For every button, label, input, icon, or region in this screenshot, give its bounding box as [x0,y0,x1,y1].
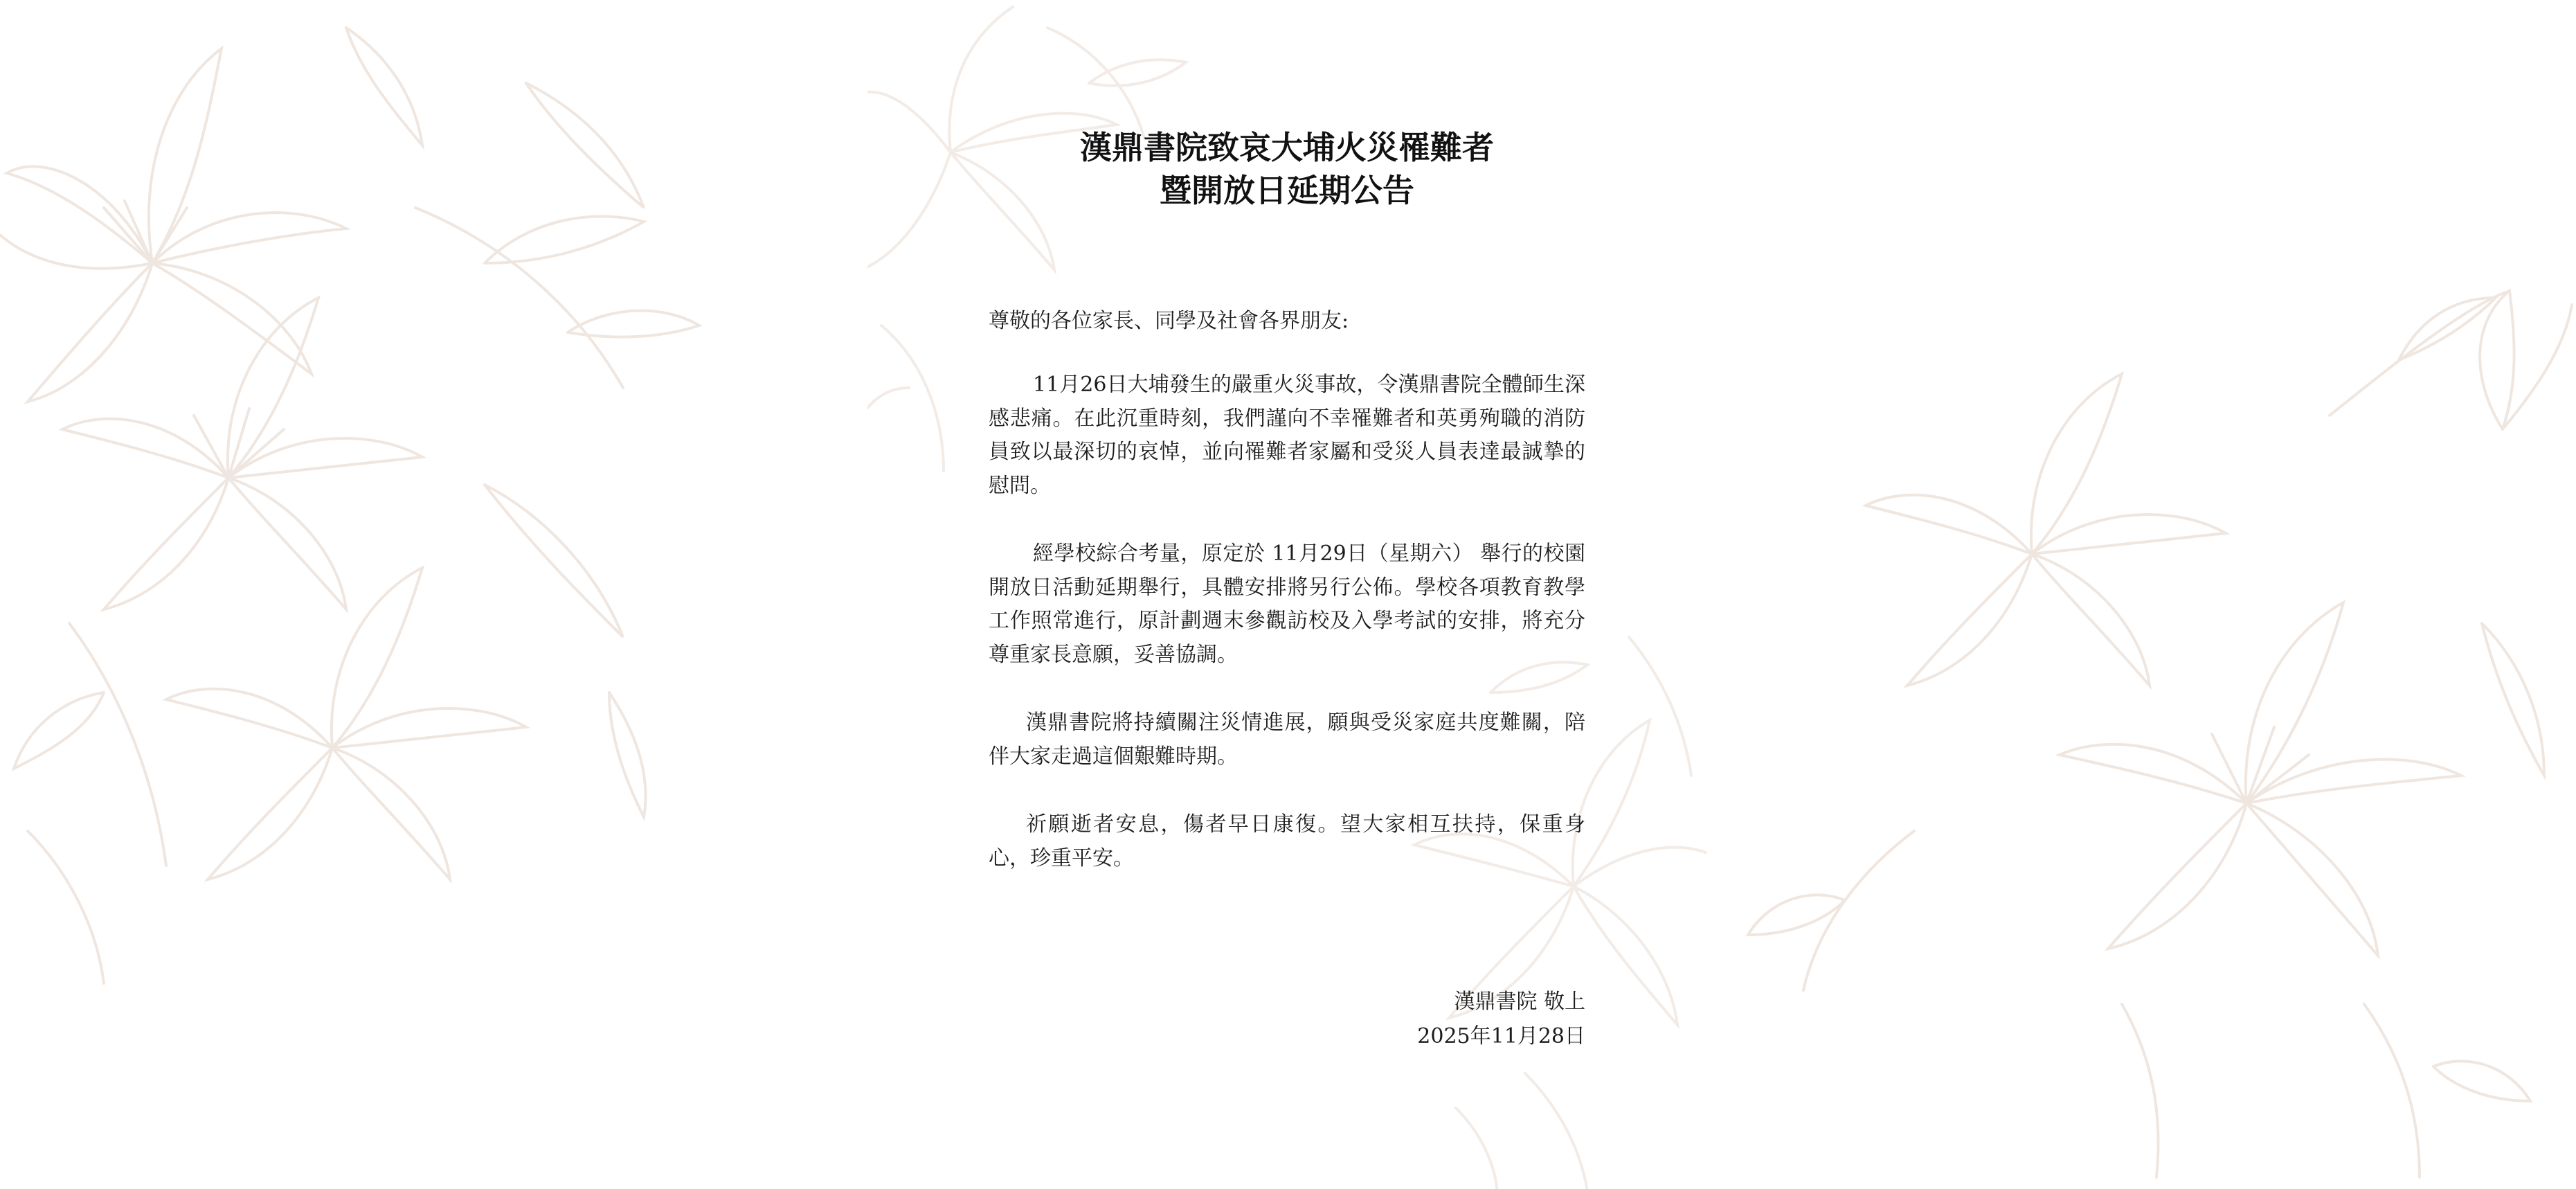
salutation: 尊敬的各位家長、同學及社會各界朋友: [989,309,1349,333]
notice-content [989,126,1585,1054]
lily-floral-icon [1706,0,2576,1189]
paragraph-support: 漢鼎書院將持續關注災情進展，願與受災家庭共度難關，陪伴大家走過這個艱難時期。 [989,710,1585,769]
lily-floral-icon [0,0,867,1189]
paragraph-open-day-postponed: 經學校綜合考量，原定於 11月29日（星期六） 舉行的校園開放日活動延期舉行，具體安排將另行公佈。學校各項教育教學工作照常進行，原計劃週末參觀訪校及入學考試的安排，將充分尊重家長意願，妥善協調。 [989,542,1585,667]
title-line-2: 暨開放日延期公告 [1160,172,1414,209]
notice-date: 2025年11月28日 [1417,1024,1585,1048]
floral-background-right [1706,0,2576,1189]
notice-page [867,0,1706,1189]
signature-block [989,985,1585,1054]
paragraph-condolence: 11月26日大埔發生的嚴重火災事故，令漢鼎書院全體師生深感悲痛。在此沉重時刻，我們謹向不幸罹難者和英勇殉職的消防員致以最深切的哀悼，並向罹難者家屬和受災人員表達最誠摯的慰問。 [989,373,1585,498]
paragraph-blessing: 祈願逝者安息，傷者早日康復。望大家相互扶持，保重身心，珍重平安。 [989,812,1585,870]
signature: 漢鼎書院 敬上 [1454,990,1585,1014]
title-line-1: 漢鼎書院致哀大埔火災罹難者 [1080,129,1494,166]
notice-title [989,126,1585,212]
floral-background-left [0,0,867,1189]
